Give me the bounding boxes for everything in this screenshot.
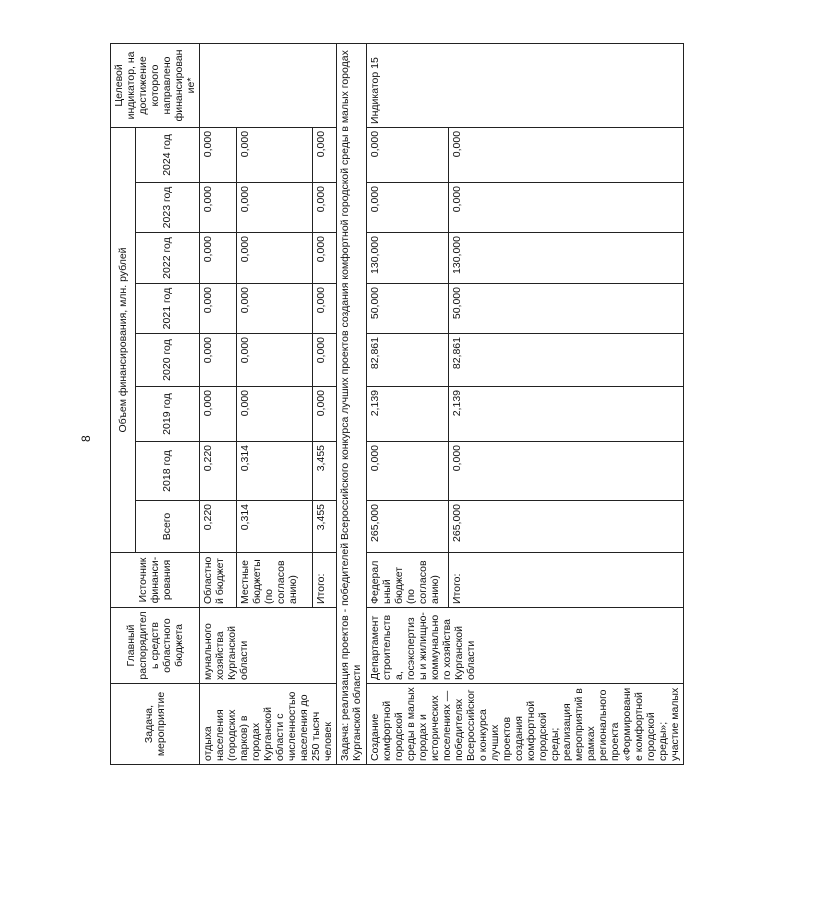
cell-value: 0,000 — [449, 127, 684, 182]
cell-total: 0,220 — [200, 501, 237, 553]
header-year: 2020 год — [135, 334, 199, 387]
header-year: 2024 год — [135, 127, 199, 182]
group1-source: Местные бюджеты (по согласованию) — [236, 553, 313, 608]
group2-source: Итого: — [449, 553, 684, 608]
cell-value: 0,000 — [200, 284, 237, 334]
group1-administrator: мунального хозяйства Курганской области — [200, 608, 337, 684]
cell-value: 0,000 — [313, 387, 337, 442]
group1-task: отдыха населения (городских парков) в городах Курганской области с численностью населения до 250 тысяч человек — [200, 684, 337, 765]
cell-value: 0,000 — [236, 387, 313, 442]
financing-table-container — [110, 44, 831, 761]
page-number: 8 — [79, 435, 93, 442]
header-year: 2018 год — [135, 442, 199, 501]
financing-table — [110, 43, 684, 765]
cell-value: 0,000 — [200, 233, 237, 284]
cell-value: 0,000 — [367, 127, 449, 182]
cell-value: 130,000 — [367, 233, 449, 284]
group2-task: Создание комфортной городской среды в малых городах и исторических поселениях — победителях Всероссийского конкурса лучших проектов создания комфортной городской среды; реализация мероприятий в рамках регионального проекта «Формирование комфортной городской среды»; участие малых — [367, 684, 684, 765]
group1-source: Итого: — [313, 553, 337, 608]
cell-value: 0,000 — [313, 233, 337, 284]
cell-value: 0,220 — [200, 442, 237, 501]
header-volume: Объем финансирования, млн. рублей — [111, 127, 136, 552]
cell-value: 0,000 — [236, 334, 313, 387]
header-administrator: Главный распорядитель средств областного бюджета — [111, 608, 200, 684]
header-source: Источник финанси-рования — [111, 553, 200, 608]
cell-value: 0,000 — [449, 442, 684, 501]
cell-total: 265,000 — [449, 501, 684, 553]
cell-value: 0,000 — [236, 284, 313, 334]
cell-value: 0,000 — [236, 127, 313, 182]
group2-indicator: Индикатор 15 — [367, 43, 684, 127]
cell-value: 2,139 — [367, 387, 449, 442]
header-total: Всего — [135, 501, 199, 553]
cell-value: 0,000 — [313, 334, 337, 387]
header-year: 2023 год — [135, 183, 199, 233]
cell-value: 82,861 — [367, 334, 449, 387]
header-year: 2019 год — [135, 387, 199, 442]
header-year: 2021 год — [135, 284, 199, 334]
cell-value: 0,000 — [313, 284, 337, 334]
cell-total: 265,000 — [367, 501, 449, 553]
cell-value: 82,861 — [449, 334, 684, 387]
group2-administrator: Департамент строительства, госэкспертизы и жилищно-коммунального хозяйства Курганской области — [367, 608, 684, 684]
cell-value: 0,000 — [200, 387, 237, 442]
header-indicator: Целевой индикатор, на достижение которого направлено финансирование* — [111, 43, 200, 127]
group1-indicator — [200, 43, 337, 127]
cell-value: 0,000 — [236, 233, 313, 284]
cell-value: 50,000 — [367, 284, 449, 334]
cell-value: 2,139 — [449, 387, 684, 442]
task-row: Задача: реализация проектов - победителей Всероссийского конкурса лучших проектов создания комфортной городской среды в малых городах Курганской области — [337, 43, 367, 764]
group1-source: Областной бюджет — [200, 553, 237, 608]
cell-value: 0,314 — [236, 442, 313, 501]
cell-value: 0,000 — [449, 183, 684, 233]
cell-value: 0,000 — [313, 183, 337, 233]
cell-total: 3,455 — [313, 501, 337, 553]
cell-value: 0,000 — [367, 442, 449, 501]
cell-value: 0,000 — [367, 183, 449, 233]
header-year: 2022 год — [135, 233, 199, 284]
cell-value: 0,000 — [200, 334, 237, 387]
group2-source: Федеральный бюджет (по согласованию) — [367, 553, 449, 608]
cell-value: 0,000 — [200, 183, 237, 233]
cell-value: 0,000 — [236, 183, 313, 233]
cell-value: 50,000 — [449, 284, 684, 334]
cell-value: 130,000 — [449, 233, 684, 284]
cell-value: 0,000 — [313, 127, 337, 182]
cell-total: 0,314 — [236, 501, 313, 553]
cell-value: 0,000 — [200, 127, 237, 182]
header-task: Задача, мероприятие — [111, 684, 200, 765]
cell-value: 3,455 — [313, 442, 337, 501]
